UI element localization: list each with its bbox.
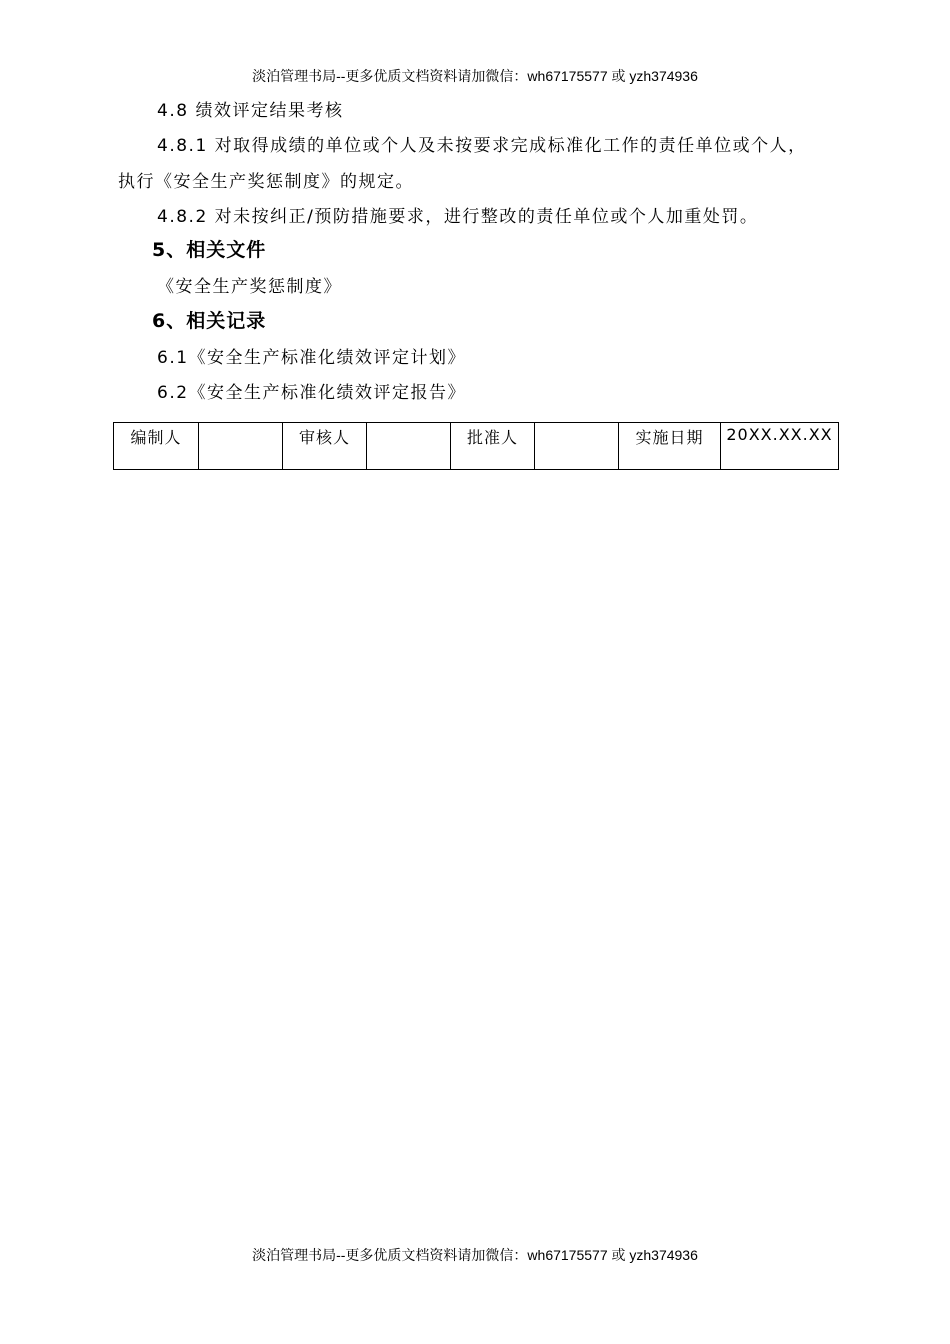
page-header: 淡泊管理书局--更多优质文档资料请加微信：wh67175577 或 yzh374936 (252, 68, 698, 84)
section-4-8-1-line1: 4.8.1 对取得成绩的单位或个人及未按要求完成标准化工作的责任单位或个人， (157, 136, 807, 156)
prepared-by-label: 编制人 (114, 423, 199, 470)
reviewed-by-value (367, 423, 451, 470)
page-footer: 淡泊管理书局--更多优质文档资料请加微信：wh67175577 或 yzh374936 (252, 1247, 698, 1263)
effective-date-value: 20XX.XX.XX (721, 423, 839, 470)
section-4-8-1-line2: 执行《安全生产奖惩制度》的规定。 (118, 172, 414, 192)
approved-by-value (535, 423, 619, 470)
section-4-8-2: 4.8.2 对未按纠正/预防措施要求，进行整改的责任单位或个人加重处罚。 (157, 207, 759, 227)
related-record-6-1: 6.1《安全生产标准化绩效评定计划》 (157, 348, 467, 368)
related-record-6-2: 6.2《安全生产标准化绩效评定报告》 (157, 383, 467, 403)
section-4-8-title: 4.8 绩效评定结果考核 (157, 101, 344, 121)
reviewed-by-label: 审核人 (283, 423, 367, 470)
effective-date-label: 实施日期 (619, 423, 721, 470)
prepared-by-value (199, 423, 283, 470)
section-6-heading: 6、相关记录 (152, 310, 267, 332)
related-document-1: 《安全生产奖惩制度》 (157, 277, 342, 297)
section-5-heading: 5、相关文件 (152, 239, 267, 261)
signature-row (114, 423, 839, 470)
signature-table (113, 422, 839, 470)
approved-by-label: 批准人 (451, 423, 535, 470)
